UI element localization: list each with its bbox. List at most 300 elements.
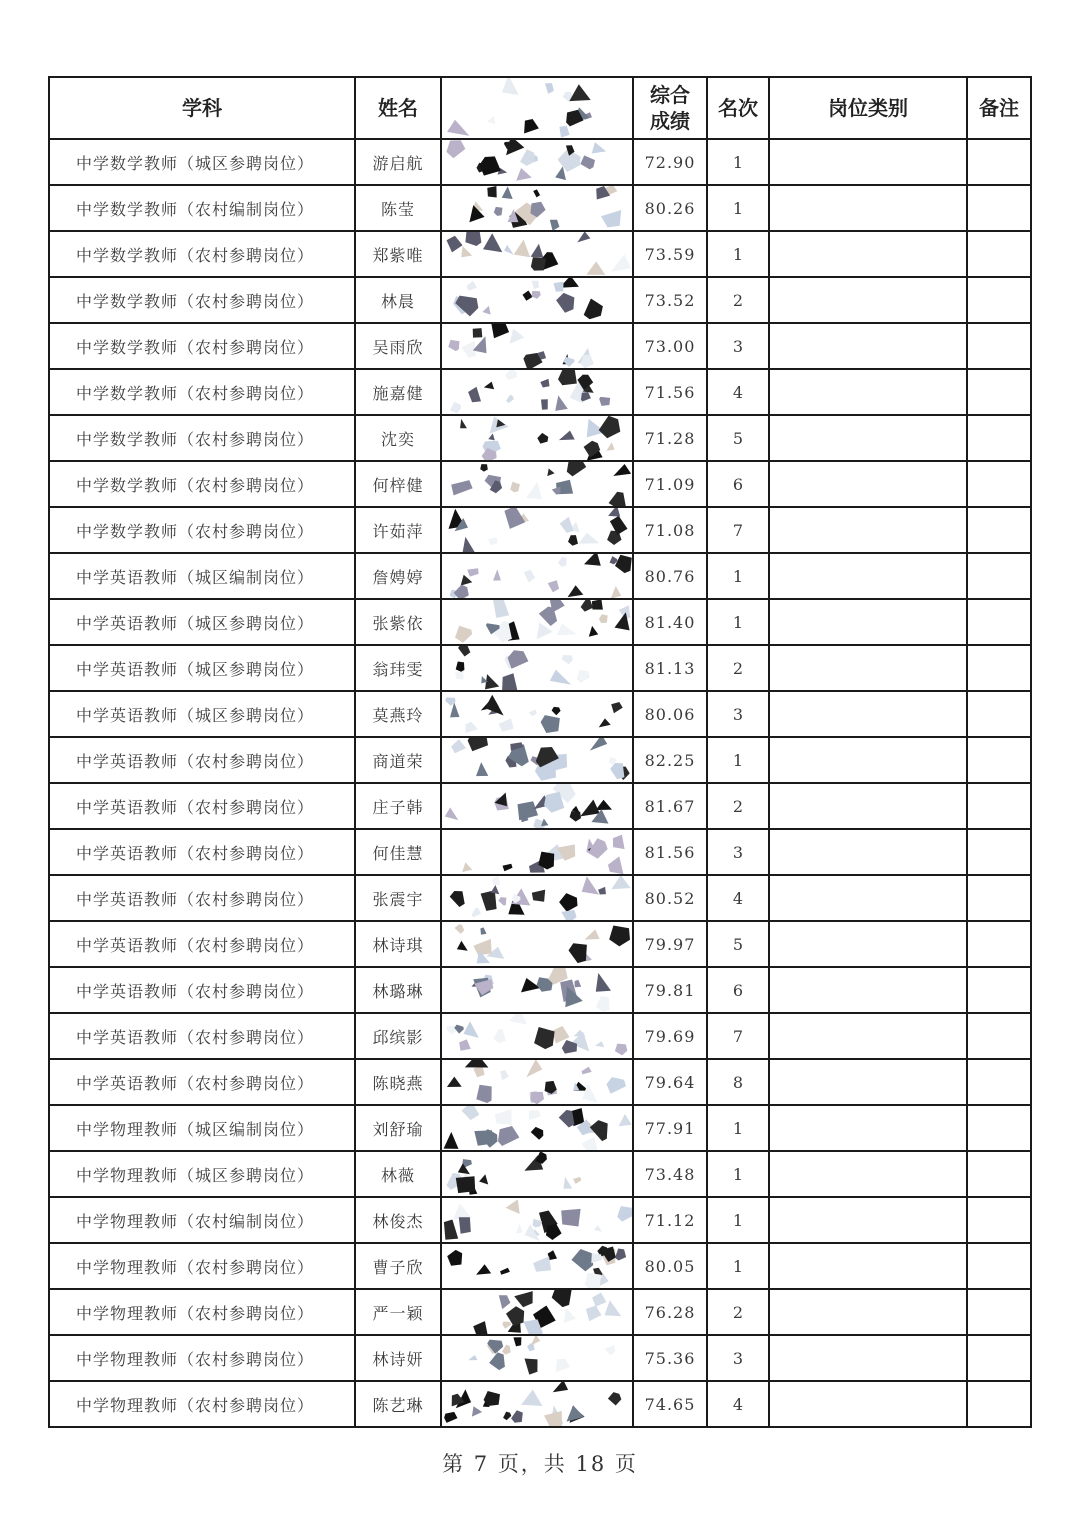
redaction-shard — [487, 116, 496, 124]
cell-subject: 中学英语教师（城区参聘岗位） — [49, 599, 355, 645]
redaction-shard — [503, 1412, 511, 1421]
redaction-pattern — [442, 922, 633, 966]
redaction-shard — [533, 1257, 551, 1272]
redaction-shard — [498, 897, 506, 906]
cell-redacted — [441, 1335, 633, 1381]
redaction-shard — [541, 399, 548, 410]
cell-score: 71.12 — [633, 1197, 707, 1243]
cell-redacted — [441, 1197, 633, 1243]
cell-remark — [967, 369, 1031, 415]
table-row — [49, 1381, 1031, 1427]
table-row — [49, 415, 1031, 461]
redaction-shard — [461, 341, 476, 358]
cell-category — [769, 1105, 967, 1151]
redaction-shard — [596, 973, 611, 992]
cell-name: 郑紫唯 — [355, 231, 441, 277]
redaction-pattern — [442, 186, 633, 230]
redaction-shard — [524, 119, 539, 134]
cell-subject: 中学物理教师（城区参聘岗位） — [49, 1151, 355, 1197]
redaction-shard — [609, 926, 630, 947]
redaction-shard — [611, 702, 623, 713]
redaction-shard — [532, 291, 541, 299]
redaction-shard — [499, 1295, 511, 1309]
cell-subject: 中学数学教师（农村参聘岗位） — [49, 507, 355, 553]
redaction-shard — [577, 232, 590, 242]
cell-rank: 1 — [707, 553, 769, 599]
cell-rank: 1 — [707, 1243, 769, 1289]
cell-redacted — [441, 461, 633, 507]
redaction-shard — [503, 864, 513, 872]
redaction-shard — [453, 1203, 472, 1219]
redaction-shard — [455, 296, 478, 317]
redaction-shard — [504, 245, 514, 255]
footer-middle: 页，共 — [497, 1452, 567, 1476]
cell-rank: 6 — [707, 967, 769, 1013]
table-row — [49, 783, 1031, 829]
cell-score: 73.52 — [633, 277, 707, 323]
redaction-shard — [531, 244, 544, 258]
redaction-pattern — [442, 140, 633, 184]
redaction-shard — [468, 738, 488, 751]
cell-remark — [967, 231, 1031, 277]
cell-subject: 中学数学教师（农村编制岗位） — [49, 185, 355, 231]
redaction-shard — [573, 1177, 581, 1184]
redaction-shard — [609, 492, 627, 506]
redaction-shard — [473, 328, 483, 338]
redaction-shard — [531, 1127, 544, 1140]
cell-rank: 2 — [707, 277, 769, 323]
cell-subject: 中学数学教师（农村参聘岗位） — [49, 323, 355, 369]
cell-subject: 中学物理教师（农村编制岗位） — [49, 1197, 355, 1243]
redaction-pattern — [442, 508, 633, 552]
cell-redacted — [441, 277, 633, 323]
cell-redacted — [441, 691, 633, 737]
header-score-line1: 综合 — [650, 83, 690, 107]
redaction-shard — [524, 570, 536, 583]
redaction-shard — [615, 1044, 628, 1056]
redaction-shard — [523, 291, 533, 301]
cell-category — [769, 1151, 967, 1197]
redaction-pattern — [442, 278, 633, 322]
cell-name: 林诗妍 — [355, 1335, 441, 1381]
cell-score: 81.56 — [633, 829, 707, 875]
cell-name: 许茹萍 — [355, 507, 441, 553]
redaction-pattern — [442, 830, 633, 874]
redaction-shard — [579, 533, 600, 544]
redaction-shard — [457, 941, 468, 951]
redaction-shard — [448, 340, 459, 351]
redaction-shard — [553, 1382, 568, 1392]
redaction-shard — [471, 908, 481, 917]
redaction-shard — [571, 1249, 593, 1271]
cell-remark — [967, 783, 1031, 829]
redaction-shard — [532, 890, 545, 902]
redaction-shard — [550, 670, 571, 685]
cell-rank: 1 — [707, 185, 769, 231]
table-row — [49, 369, 1031, 415]
redaction-shard — [516, 1224, 523, 1234]
redaction-shard — [599, 416, 621, 438]
cell-subject: 中学数学教师（城区参聘岗位） — [49, 139, 355, 185]
cell-rank: 4 — [707, 875, 769, 921]
header-remark: 备注 — [967, 77, 1031, 139]
footer-prefix: 第 — [442, 1452, 466, 1476]
redaction-shard — [531, 1336, 541, 1346]
cell-redacted — [441, 967, 633, 1013]
redaction-shard — [552, 1290, 572, 1307]
cell-category — [769, 1059, 967, 1105]
redaction-shard — [552, 707, 561, 715]
redaction-shard — [518, 801, 539, 820]
cell-redacted — [441, 323, 633, 369]
table-row — [49, 139, 1031, 185]
cell-name: 严一颖 — [355, 1289, 441, 1335]
cell-remark — [967, 185, 1031, 231]
redaction-shard — [606, 442, 614, 451]
cell-score: 76.28 — [633, 1289, 707, 1335]
cell-name: 庄子韩 — [355, 783, 441, 829]
redaction-shard — [599, 397, 610, 406]
redaction-shard — [447, 1250, 462, 1266]
header-subject: 学科 — [49, 77, 355, 139]
cell-name: 陈艺琳 — [355, 1381, 441, 1427]
redaction-shard — [559, 893, 577, 912]
redaction-shard — [460, 419, 467, 428]
cell-subject: 中学英语教师（农村参聘岗位） — [49, 783, 355, 829]
cell-category — [769, 1013, 967, 1059]
cell-remark — [967, 1243, 1031, 1289]
cell-remark — [967, 875, 1031, 921]
redaction-shard — [595, 1041, 604, 1047]
redaction-shard — [580, 800, 599, 817]
cell-remark — [967, 1013, 1031, 1059]
table-row — [49, 1105, 1031, 1151]
cell-category — [769, 921, 967, 967]
redaction-shard — [598, 887, 606, 895]
cell-rank: 1 — [707, 1151, 769, 1197]
cell-remark — [967, 1197, 1031, 1243]
cell-subject: 中学英语教师（农村参聘岗位） — [49, 1013, 355, 1059]
cell-subject: 中学英语教师（农村参聘岗位） — [49, 829, 355, 875]
header-score — [633, 77, 707, 139]
redaction-shard — [465, 1060, 489, 1068]
cell-score: 80.52 — [633, 875, 707, 921]
redaction-shard — [526, 482, 542, 499]
redaction-shard — [508, 650, 529, 668]
cell-score: 71.56 — [633, 369, 707, 415]
redaction-shard — [615, 1249, 626, 1261]
table-row — [49, 829, 1031, 875]
redaction-shard — [446, 140, 465, 158]
cell-score: 79.69 — [633, 1013, 707, 1059]
redaction-pattern — [442, 1152, 633, 1196]
redaction-pattern — [442, 232, 633, 276]
table-row — [49, 277, 1031, 323]
redaction-shard — [529, 710, 537, 717]
cell-redacted — [441, 645, 633, 691]
redaction-shard — [591, 1253, 602, 1263]
cell-redacted — [441, 507, 633, 553]
redaction-pattern — [442, 462, 633, 506]
redaction-shard — [516, 168, 532, 181]
cell-category — [769, 553, 967, 599]
cell-subject: 中学英语教师（城区参聘岗位） — [49, 691, 355, 737]
header-category: 岗位类别 — [769, 77, 967, 139]
redaction-shard — [459, 1217, 471, 1234]
redaction-pattern — [442, 646, 633, 690]
redaction-shard — [546, 1224, 562, 1240]
cell-score: 71.28 — [633, 415, 707, 461]
redaction-shard — [559, 126, 569, 138]
redaction-shard — [498, 1126, 519, 1146]
redaction-shard — [532, 281, 540, 290]
cell-category — [769, 277, 967, 323]
redaction-shard — [570, 811, 581, 822]
redaction-shard — [563, 1177, 572, 1189]
cell-name: 吴雨欣 — [355, 323, 441, 369]
cell-score: 71.09 — [633, 461, 707, 507]
redaction-shard — [447, 236, 463, 253]
redaction-shard — [473, 939, 491, 956]
cell-redacted — [441, 599, 633, 645]
redaction-shard — [511, 1410, 523, 1423]
redaction-shard — [560, 517, 574, 533]
header-redacted — [441, 77, 633, 139]
redaction-shard — [458, 646, 470, 657]
cell-score: 82.25 — [633, 737, 707, 783]
redaction-shard — [444, 1132, 459, 1149]
redaction-pattern — [442, 1198, 633, 1242]
redaction-shard — [520, 149, 534, 166]
redaction-shard — [533, 189, 540, 197]
cell-category — [769, 1289, 967, 1335]
redaction-shard — [577, 670, 591, 683]
cell-rank: 3 — [707, 691, 769, 737]
cell-name: 莫燕玲 — [355, 691, 441, 737]
redaction-shard — [588, 838, 608, 859]
cell-remark — [967, 691, 1031, 737]
redaction-shard — [526, 1060, 542, 1077]
cell-subject: 中学数学教师（农村参聘岗位） — [49, 231, 355, 277]
cell-category — [769, 599, 967, 645]
cell-name: 何梓健 — [355, 461, 441, 507]
cell-score: 80.76 — [633, 553, 707, 599]
redaction-pattern — [442, 78, 633, 138]
cell-subject: 中学物理教师（城区编制岗位） — [49, 1105, 355, 1151]
redaction-pattern — [442, 738, 633, 782]
redaction-shard — [541, 715, 560, 733]
cell-category — [769, 829, 967, 875]
redaction-shard — [610, 556, 618, 564]
redaction-shard — [586, 261, 605, 275]
cell-category — [769, 1335, 967, 1381]
redaction-shard — [537, 433, 548, 444]
cell-category — [769, 967, 967, 1013]
redaction-shard — [569, 943, 587, 963]
table-row — [49, 645, 1031, 691]
cell-remark — [967, 737, 1031, 783]
redaction-shard — [483, 233, 502, 252]
cell-remark — [967, 1381, 1031, 1427]
redaction-shard — [561, 910, 576, 920]
table-row — [49, 1013, 1031, 1059]
redaction-shard — [480, 464, 488, 472]
table-row — [49, 875, 1031, 921]
redaction-shard — [445, 807, 459, 820]
redaction-shard — [582, 876, 599, 894]
table-row — [49, 231, 1031, 277]
redaction-shard — [608, 508, 620, 517]
redaction-shard — [584, 929, 599, 939]
cell-remark — [967, 599, 1031, 645]
cell-score: 80.06 — [633, 691, 707, 737]
cell-name: 翁玮雯 — [355, 645, 441, 691]
cell-redacted — [441, 783, 633, 829]
footer-page-total: 18 — [575, 1452, 607, 1476]
cell-subject: 中学英语教师（农村参聘岗位） — [49, 737, 355, 783]
redaction-shard — [568, 535, 578, 546]
redaction-shard — [529, 1110, 541, 1120]
redaction-shard — [447, 1077, 462, 1087]
cell-score: 73.00 — [633, 323, 707, 369]
cell-category — [769, 1381, 967, 1427]
redaction-shard — [450, 402, 461, 414]
redaction-shard — [455, 924, 465, 934]
redaction-shard — [561, 1209, 580, 1227]
table-row — [49, 553, 1031, 599]
redaction-shard — [599, 614, 608, 623]
cell-subject: 中学英语教师（农村参聘岗位） — [49, 1059, 355, 1105]
redaction-shard — [556, 1359, 570, 1373]
redaction-shard — [584, 299, 603, 320]
cell-name: 陈晓燕 — [355, 1059, 441, 1105]
redaction-shard — [500, 1268, 510, 1275]
redaction-shard — [493, 1029, 505, 1043]
redaction-shard — [555, 166, 566, 180]
footer-suffix: 页 — [614, 1452, 638, 1476]
redaction-shard — [504, 508, 525, 529]
redaction-shard — [575, 980, 582, 988]
redaction-shard — [476, 1264, 491, 1275]
redaction-shard — [552, 487, 561, 495]
cell-redacted — [441, 1059, 633, 1105]
cell-rank: 5 — [707, 921, 769, 967]
redaction-shard — [492, 876, 501, 885]
cell-category — [769, 875, 967, 921]
table-row — [49, 921, 1031, 967]
cell-redacted — [441, 737, 633, 783]
cell-redacted — [441, 1381, 633, 1427]
redaction-shard — [550, 600, 565, 613]
cell-category — [769, 139, 967, 185]
cell-score: 77.91 — [633, 1105, 707, 1151]
redaction-shard — [451, 739, 466, 753]
cell-redacted — [441, 369, 633, 415]
cell-score: 73.59 — [633, 231, 707, 277]
redaction-shard — [494, 207, 503, 216]
cell-subject: 中学数学教师（农村参聘岗位） — [49, 369, 355, 415]
redaction-pattern — [442, 876, 633, 920]
redaction-shard — [493, 600, 509, 618]
cell-subject: 中学英语教师（城区编制岗位） — [49, 553, 355, 599]
cell-name: 陈莹 — [355, 185, 441, 231]
redaction-shard — [450, 891, 465, 907]
redaction-shard — [461, 246, 472, 257]
redaction-shard — [491, 324, 509, 338]
redaction-shard — [465, 232, 481, 246]
footer-page-number: 7 — [473, 1452, 490, 1476]
cell-remark — [967, 1335, 1031, 1381]
redaction-shard — [559, 431, 575, 441]
redaction-shard — [462, 1106, 480, 1120]
redaction-shard — [489, 1352, 505, 1370]
redaction-shard — [611, 254, 631, 272]
redaction-shard — [562, 655, 573, 664]
cell-remark — [967, 415, 1031, 461]
cell-subject: 中学英语教师（农村参聘岗位） — [49, 875, 355, 921]
redaction-shard — [502, 1322, 511, 1329]
redaction-shard — [468, 387, 481, 403]
redaction-shard — [499, 718, 514, 732]
cell-score: 72.90 — [633, 139, 707, 185]
redaction-shard — [476, 762, 488, 776]
redaction-shard — [493, 569, 501, 580]
cell-rank: 7 — [707, 507, 769, 553]
cell-rank: 8 — [707, 1059, 769, 1105]
redaction-shard — [488, 538, 497, 546]
cell-remark — [967, 967, 1031, 1013]
cell-remark — [967, 277, 1031, 323]
redaction-shard — [521, 1390, 542, 1406]
cell-redacted — [441, 415, 633, 461]
cell-rank: 1 — [707, 1105, 769, 1151]
cell-remark — [967, 461, 1031, 507]
table-row — [49, 323, 1031, 369]
score-table — [48, 76, 1032, 1428]
redaction-shard — [495, 1109, 512, 1125]
redaction-shard — [584, 554, 601, 566]
redaction-shard — [480, 927, 486, 934]
redaction-shard — [558, 370, 577, 385]
cell-rank: 7 — [707, 1013, 769, 1059]
cell-rank: 1 — [707, 737, 769, 783]
redaction-pattern — [442, 1060, 633, 1104]
redaction-shard — [582, 1083, 598, 1102]
redaction-shard — [592, 142, 606, 153]
redaction-shard — [509, 1014, 527, 1025]
table-row — [49, 1151, 1031, 1197]
cell-rank: 3 — [707, 829, 769, 875]
redaction-shard — [601, 210, 621, 227]
redaction-shard — [608, 856, 623, 874]
cell-remark — [967, 507, 1031, 553]
cell-category — [769, 323, 967, 369]
table-row — [49, 461, 1031, 507]
redaction-shard — [468, 1355, 477, 1360]
redaction-shard — [617, 1206, 633, 1222]
cell-name: 沈奕 — [355, 415, 441, 461]
cell-category — [769, 737, 967, 783]
redaction-shard — [550, 220, 560, 230]
cell-remark — [967, 1151, 1031, 1197]
cell-score: 81.13 — [633, 645, 707, 691]
redaction-shard — [613, 464, 631, 476]
redaction-shard — [527, 1343, 535, 1351]
redaction-pattern — [442, 1014, 633, 1058]
redaction-shard — [500, 1070, 509, 1080]
redaction-pattern — [442, 692, 633, 736]
redaction-shard — [514, 1291, 533, 1307]
